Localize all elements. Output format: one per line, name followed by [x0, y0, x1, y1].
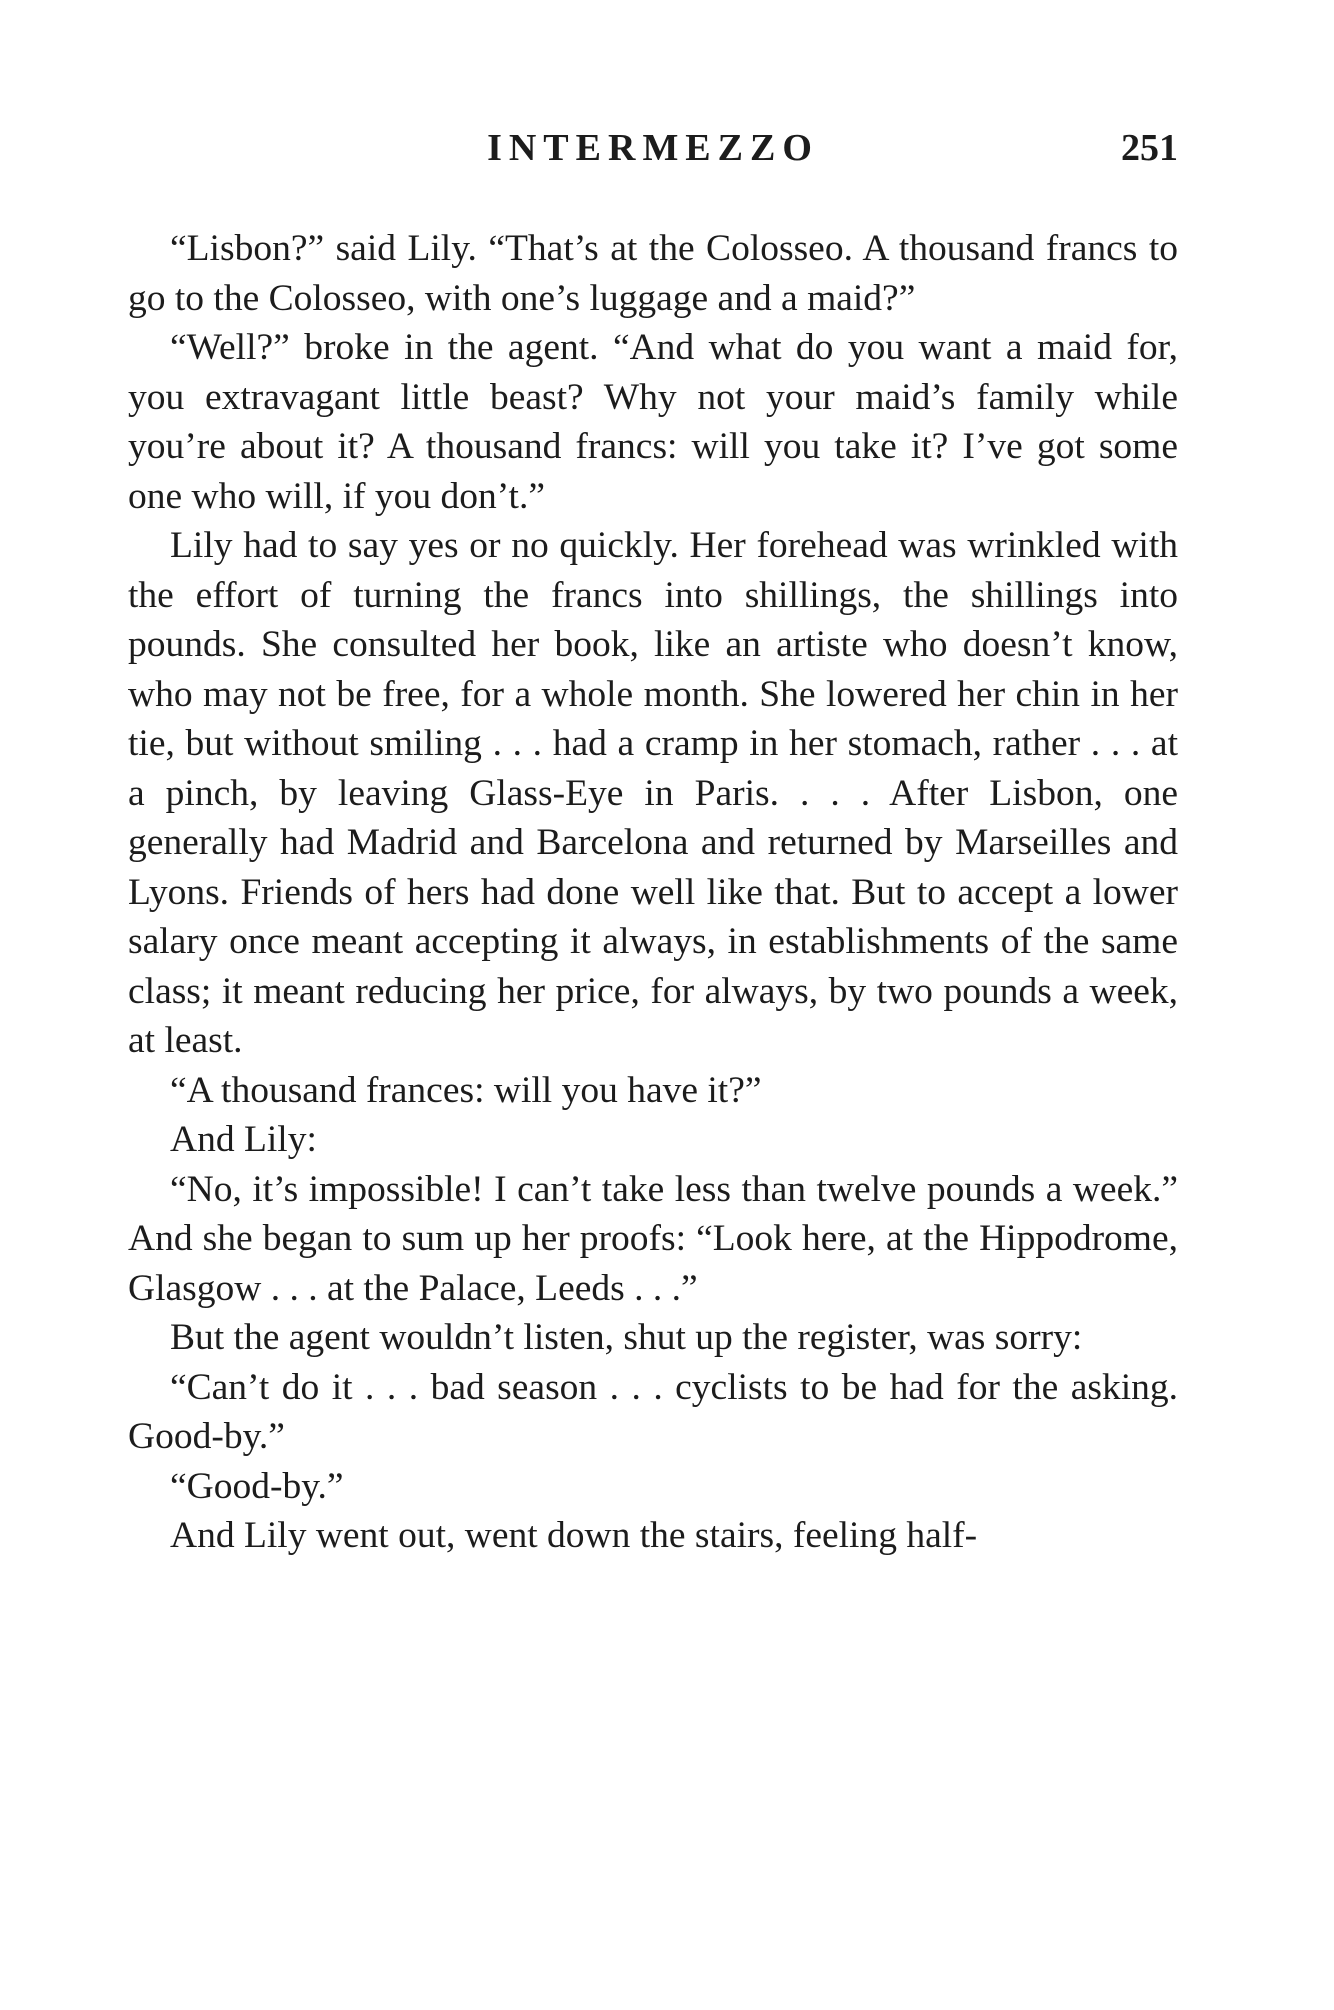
paragraph: Lily had to say yes or no quickly. Her forehead was wrinkled with the effort of turning the francs into shillings, the shillings into pounds. She consulted her book, like an artiste who doesn’t know, who may not be free, for a whole month. She lowered her chin in her tie, but without smiling . . . had a cramp in her stomach, rather . . . at a pinch, by leaving Glass-Eye in Paris. . . . After Lisbon, one generally had Madrid and Barcelona and returned by Marseilles and Lyons. Friends of hers had done well like that. But to accept a lower salary once meant accepting it always, in establishments of the same class; it meant reducing her price, for always, by two pounds a week, at least. [128, 525, 1178, 1061]
body-text [128, 224, 1178, 1561]
paragraph: And Lily: [170, 1119, 317, 1160]
paragraph: And Lily went out, went down the stairs, feeling half- [170, 1515, 978, 1556]
paragraph: “Lisbon?” said Lily. “That’s at the Colosseo. A thousand francs to go to the Colosseo, with one’s luggage and a maid?” [128, 228, 1178, 319]
paragraph: “No, it’s impossible! I can’t take less than twelve pounds a week.” And she began to sum up her proofs: “Look here, at the Hippodrome, Glasgow . . . at the Palace, Leeds . . .” [128, 1168, 1178, 1309]
paragraph: “A thousand frances: will you have it?” [170, 1069, 762, 1111]
paragraph: “Can’t do it . . . bad season . . . cyclists to be had for the asking. Good-by.” [128, 1366, 1178, 1457]
paragraph: “Well?” broke in the agent. “And what do you want a maid for, you extravagant little beast? Why not your maid’s family while you’re about it? A thousand francs: will you take it? I’ve got some one who will, if you don’t.” [128, 327, 1178, 517]
running-head [128, 118, 1178, 178]
paragraph: But the agent wouldn’t listen, shut up the register, was sorry: [170, 1317, 1083, 1358]
page-number: 251 [1121, 127, 1178, 169]
running-title: INTERMEZZO [487, 127, 819, 169]
paragraph: “Good-by.” [170, 1465, 344, 1507]
